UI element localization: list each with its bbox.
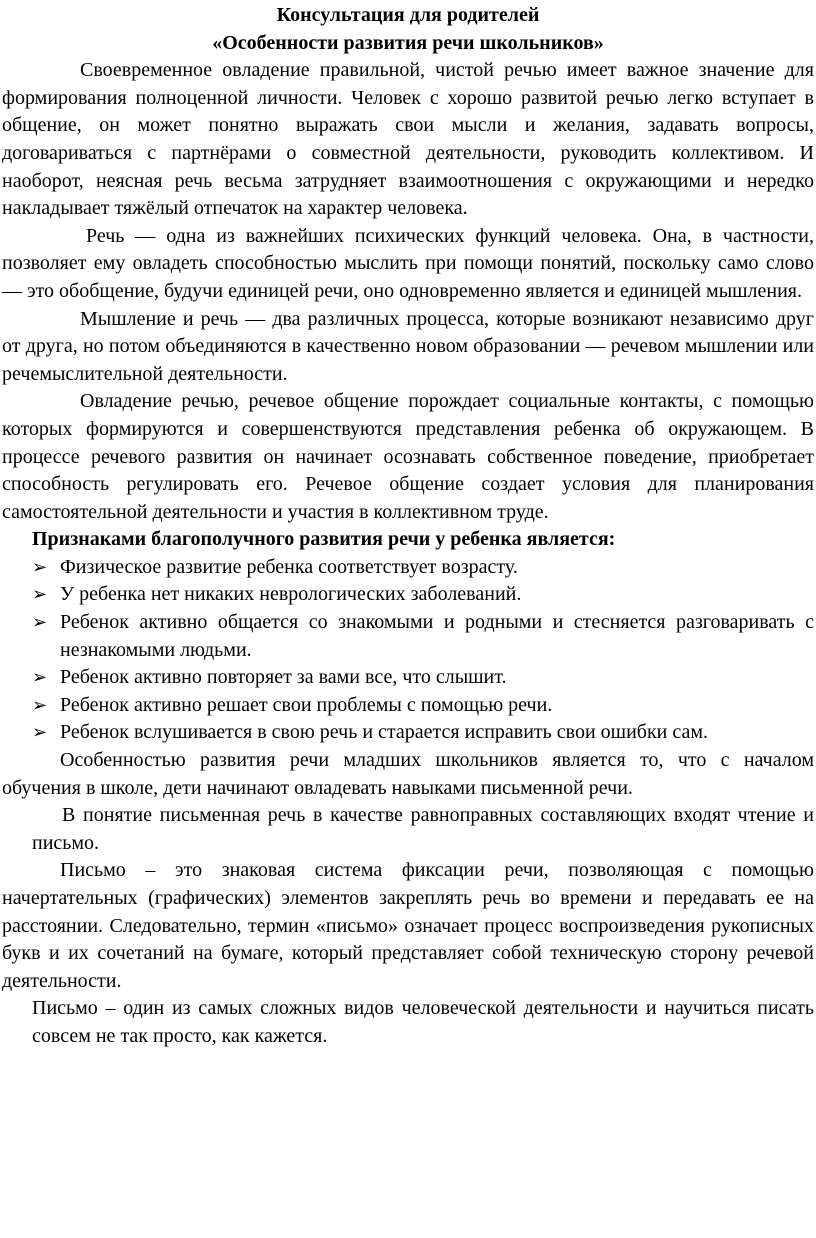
list-item	[2, 664, 814, 692]
signs-list	[2, 554, 814, 747]
paragraph-4: Овладение речью, речевое общение порождает социальные контакты, с помощью которых формируются и совершенствуются представления ребенка об окружающем. В процессе речевого развития он начинает осознавать собственное поведение, приобретает способность регулировать его. Речевое общение создает условия для планирования самостоятельной деятельности и участия в коллективном труде.	[2, 390, 814, 523]
document-title-line1: Консультация для родителей	[276, 4, 540, 26]
list-item-text: Ребенок активно общается со знакомыми и родными и стесняется разговаривать с незнакомыми людьми.	[60, 611, 814, 661]
list-item	[2, 581, 814, 609]
arrow-bullet-icon: ➢	[32, 556, 48, 578]
paragraph-writing-definition: Письмо – это знаковая система фиксации речи, позволяющая с помощью начертательных (графических) элементов закреплять речь во времени и передавать ее на расстоянии. Следовательно, термин «письмо» означает процесс воспроизведения рукописных букв и их сочетаний на бумаге, который представляет собой техническую сторону речевой деятельности.	[2, 859, 814, 992]
document-title-line2: «Особенности развития речи школьников»	[212, 31, 604, 54]
list-item-text: Физическое развитие ребенка соответствует возрасту.	[60, 555, 518, 578]
arrow-bullet-icon: ➢	[32, 584, 48, 606]
list-item	[2, 609, 814, 664]
paragraph-2: Речь — одна из важнейших психических функций человека. Она, в частности, позволяет ему овладеть способностью мыслить при помощи понятий, поскольку само слово — это обобщение, будучи единицей речи, оно одновременно является и единицей мышления.	[2, 224, 814, 302]
signs-heading: Признаками благополучного развития речи у ребенка является:	[32, 528, 616, 551]
arrow-bullet-icon: ➢	[32, 694, 48, 716]
arrow-bullet-icon: ➢	[32, 612, 48, 634]
list-item-text: Ребенок вслушивается в свою речь и старается исправить свои ошибки сам.	[60, 721, 709, 744]
list-item-text: У ребенка нет никаких неврологических заболеваний.	[60, 583, 522, 606]
paragraph-3: Мышление и речь — два различных процесса, которые возникают независимо друг от друга, но потом объединяются в качественно новом образовании — речевом мышлении или речемыслительной деятельности.	[2, 307, 814, 385]
list-item-text: Ребенок активно повторяет за вами все, что слышит.	[60, 666, 507, 689]
list-item	[2, 554, 814, 582]
list-item-text: Ребенок активно решает свои проблемы с помощью речи.	[60, 693, 553, 716]
arrow-bullet-icon: ➢	[32, 667, 48, 689]
paragraph-written-speech: В понятие письменная речь в качестве равноправных составляющих входят чтение и письмо.	[32, 804, 814, 854]
paragraph-school: Особенностью развития речи младших школьников является то, что с началом обучения в школе, дети начинают овладевать навыками письменной речи.	[2, 749, 814, 799]
paragraph-last: Письмо – один из самых сложных видов человеческой деятельности и научиться писать совсем не так просто, как кажется.	[32, 997, 814, 1047]
paragraph-1: Своевременное овладение правильной, чистой речью имеет важное значение для формирования полноценной личности. Человек с хорошо развитой речью легко вступает в общение, он может понятно выражать свои мысли и желания, задавать вопросы, договариваться с партнёрами о совместной деятельности, руководить коллективом. И наоборот, неясная речь весьма затрудняет взаимоотношения с окружающими и нередко накладывает тяжёлый отпечаток на характер человека.	[2, 59, 814, 220]
list-item	[2, 692, 814, 720]
list-item	[2, 719, 814, 747]
arrow-bullet-icon: ➢	[32, 722, 48, 744]
